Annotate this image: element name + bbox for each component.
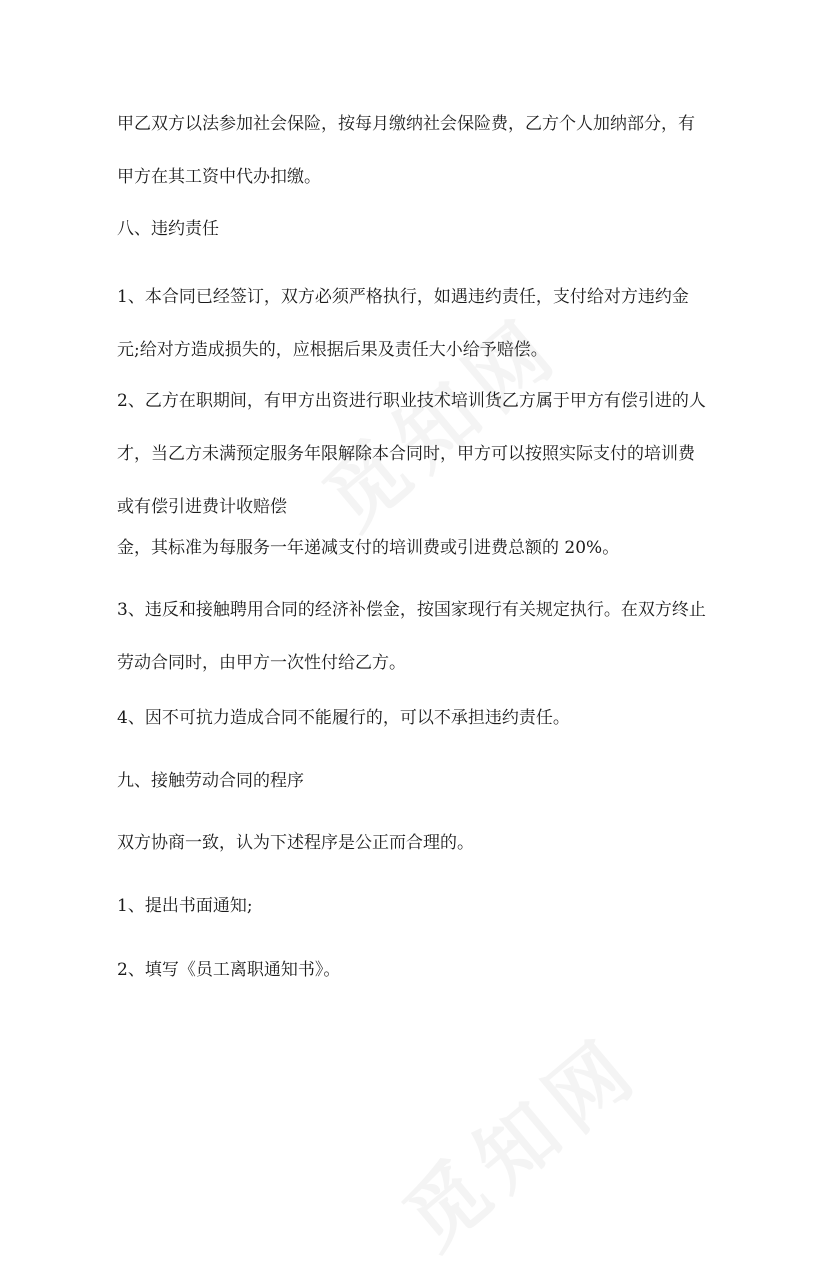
paragraph-mutual-agreement — [117, 817, 717, 870]
paragraph-compensation-standard — [117, 522, 717, 575]
section-heading-breach — [117, 203, 717, 256]
text-line: 1、提出书面通知; — [117, 896, 253, 916]
paragraph-breach-4 — [117, 692, 717, 745]
text-line: 2、填写《员工离职通知书》。 — [117, 960, 341, 980]
text-line: 1、本合同已经签订，双方必须严格执行，如遇违约责任，支付给对方违约金 — [117, 287, 689, 307]
text-line: 或有偿引进费计收赔偿 — [117, 497, 287, 517]
text-line: 2、乙方在职期间，有甲方出资进行职业技术培训货乙方属于甲方有偿引进的人 — [117, 391, 706, 411]
paragraph-breach-2 — [117, 375, 717, 534]
text-line: 八、违约责任 — [117, 219, 219, 239]
paragraph-breach-1 — [117, 271, 717, 377]
text-line: 4、因不可抗力造成合同不能履行的，可以不承担违约责任。 — [117, 708, 570, 728]
text-line: 双方协商一致，认为下述程序是公正而合理的。 — [117, 833, 474, 853]
text-line: 金，其标准为每服务一年递减支付的培训费或引进费总额的 20%。 — [117, 538, 620, 558]
text-line: 甲乙双方以法参加社会保险，按每月缴纳社会保险费，乙方个人加纳部分，有 — [117, 114, 695, 134]
watermark-lower — [375, 1005, 660, 1270]
text-line: 九、接触劳动合同的程序 — [117, 771, 304, 791]
list-item-written-notice — [117, 880, 717, 933]
paragraph-breach-3 — [117, 584, 717, 690]
text-line: 劳动合同时，由甲方一次性付给乙方。 — [117, 653, 406, 673]
text-line: 甲方在其工资中代办扣缴。 — [117, 167, 321, 187]
text-line: 才，当乙方未满预定服务年限解除本合同时，甲方可以按照实际支付的培训费 — [117, 444, 695, 464]
list-item-resignation-form — [117, 944, 717, 997]
paragraph-social-insurance — [117, 98, 717, 204]
text-line: 元;给对方造成损失的，应根据后果及责任大小给予赔偿。 — [117, 340, 548, 360]
text-line: 3、违反和接触聘用合同的经济补偿金，按国家现行有关规定执行。在双方终止 — [117, 600, 706, 620]
section-heading-termination — [117, 755, 717, 808]
